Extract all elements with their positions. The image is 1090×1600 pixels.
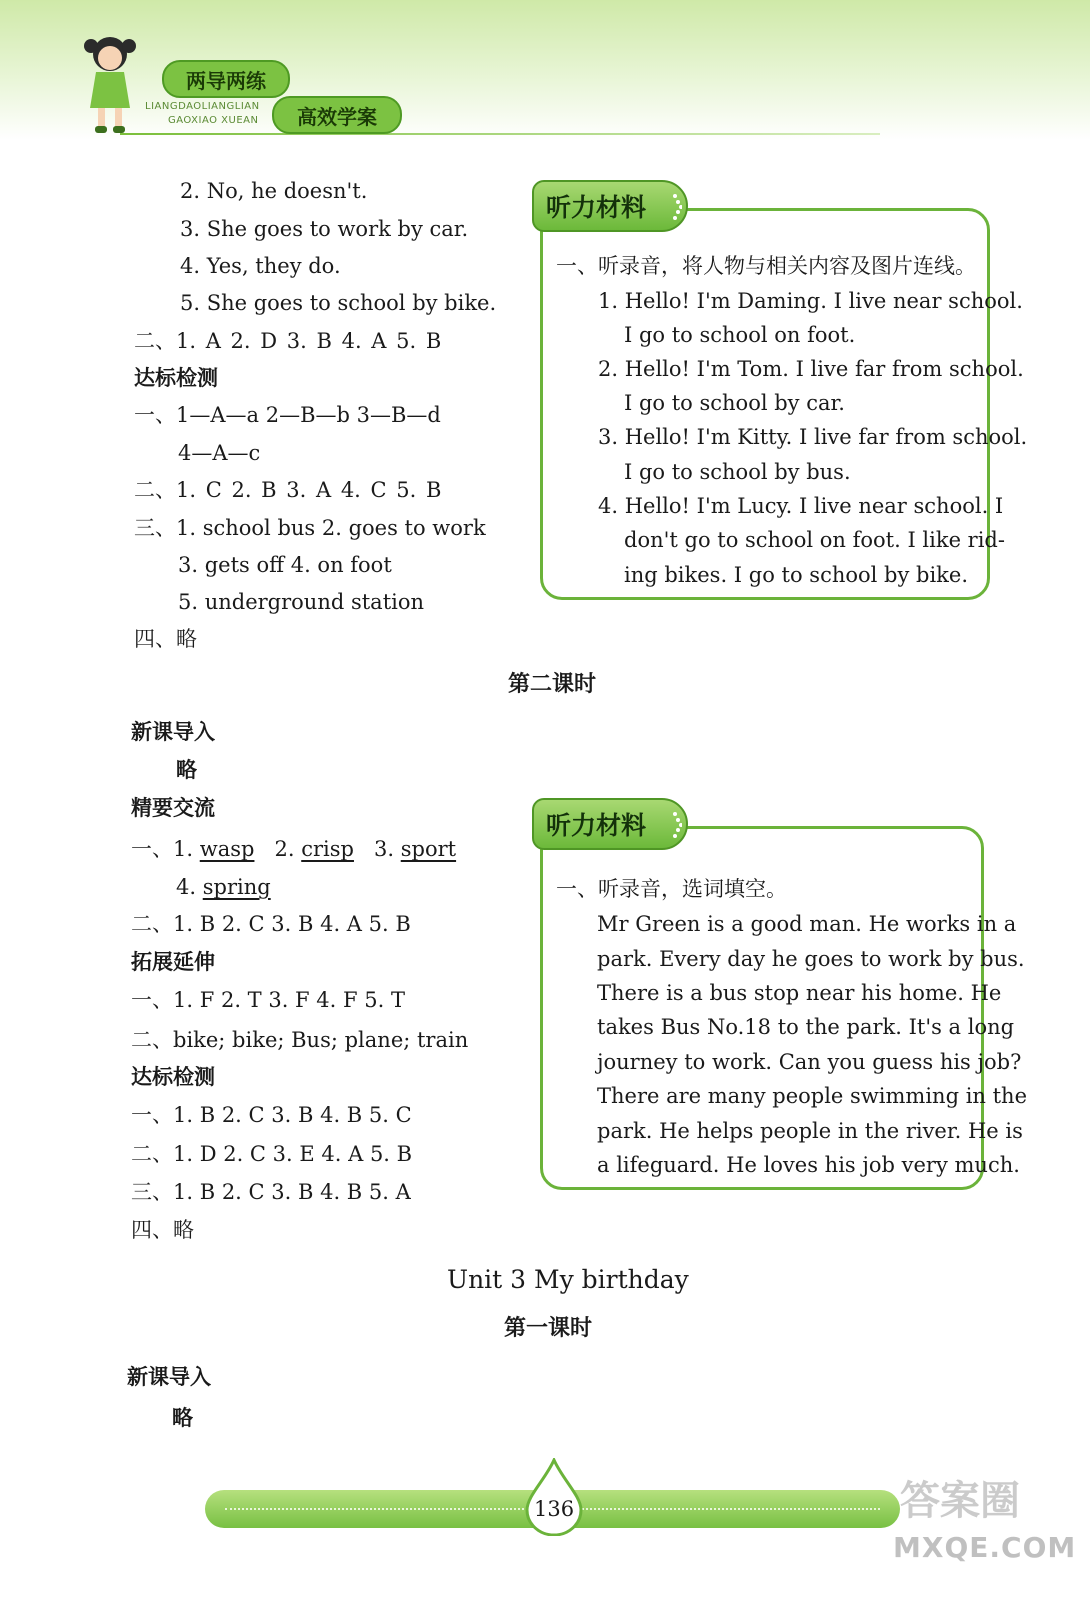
answer-line — [131, 836, 456, 862]
series-pinyin-bottom: GAOXIAO XUEAN — [168, 115, 259, 126]
section-heading: 新课导入 — [131, 720, 215, 744]
listening-line: 4. Hello! I'm Lucy. I live near school. I — [598, 494, 1004, 518]
watermark-logo: 答案圈 — [900, 1478, 1020, 1524]
answer-line: 二、1. D 2. C 3. E 4. A 5. B — [131, 1142, 413, 1166]
unit-title: Unit 3 My birthday — [447, 1265, 689, 1294]
answer-line: 二、1. C 2. B 3. A 4. C 5. B — [134, 478, 442, 502]
series-title-text: 两导两练 — [186, 68, 266, 93]
listening-tag-label: 听力材料 — [546, 811, 647, 840]
section-heading: 精要交流 — [131, 796, 215, 820]
answer-line: 四、略 — [134, 627, 197, 651]
lesson-title: 第一课时 — [504, 1316, 593, 1341]
listening-line: There is a bus stop near his home. He — [597, 981, 1002, 1005]
answer-line — [176, 874, 271, 900]
section-heading: 达标检测 — [131, 1065, 215, 1089]
listening-line: park. Every day he goes to work by bus. — [597, 947, 1025, 971]
series-title-badge — [162, 60, 290, 98]
listening-line: ing bikes. I go to school by bike. — [624, 563, 968, 587]
answer-line: 5. underground station — [178, 590, 425, 614]
underlined-word: wasp — [199, 837, 255, 861]
tag-arrow-dots-icon — [672, 810, 682, 840]
listening-line: journey to work. Can you guess his job? — [597, 1050, 1022, 1074]
listening-line: I go to school by car. — [624, 391, 845, 415]
section-heading: 新课导入 — [127, 1365, 211, 1389]
answer-line: 二、bike; bike; Bus; plane; train — [131, 1028, 469, 1052]
listening-line: 3. Hello! I'm Kitty. I live far from school. — [598, 425, 1028, 449]
listening-line: 1. Hello! I'm Daming. I live near school. — [598, 289, 1023, 313]
listening-tag-1 — [532, 180, 688, 232]
answer-line: 2. No, he doesn't. — [180, 179, 368, 203]
listening-line: 2. Hello! I'm Tom. I live far from school. — [598, 357, 1024, 381]
listening-tag-label: 听力材料 — [546, 193, 647, 222]
answer-line: 4—A—c — [178, 441, 261, 465]
series-subtitle-text: 高效学案 — [297, 104, 377, 129]
listening-line: a lifeguard. He loves his job very much. — [597, 1153, 1020, 1177]
page-number: 136 — [534, 1497, 575, 1521]
listening-line: park. He helps people in the river. He is — [597, 1119, 1023, 1143]
section-heading: 达标检测 — [134, 366, 218, 390]
answer-line: 3. She goes to work by car. — [180, 217, 469, 241]
header-rule — [120, 133, 880, 135]
underlined-word: crisp — [301, 837, 354, 861]
lesson-title: 第二课时 — [508, 672, 597, 697]
answer-line: 一、1. F 2. T 3. F 4. F 5. T — [131, 988, 405, 1012]
answer-prefix: 一、1. — [131, 837, 194, 861]
listening-line: I go to school by bus. — [624, 460, 851, 484]
answer-line: 略 — [172, 1406, 193, 1430]
answer-line: 二、1. B 2. C 3. B 4. A 5. B — [131, 912, 411, 936]
underlined-word: spring — [202, 875, 271, 899]
girl-mascot-icon — [80, 30, 140, 136]
listening-line: takes Bus No.18 to the park. It's a long — [597, 1015, 1015, 1039]
answer-number: 2. — [274, 837, 295, 861]
tag-arrow-dots-icon — [672, 192, 682, 222]
listening-tag-2 — [532, 798, 688, 850]
answer-line: 三、1. school bus 2. goes to work — [134, 516, 486, 540]
answer-number: 4. — [176, 875, 197, 899]
answer-line: 二、1. A 2. D 3. B 4. A 5. B — [134, 329, 442, 353]
answer-line: 三、1. B 2. C 3. B 4. B 5. A — [131, 1180, 411, 1204]
listening-line: don't go to school on foot. I like rid- — [624, 528, 1005, 552]
answer-line: 一、1—A—a 2—B—b 3—B—d — [134, 403, 441, 427]
listening-line: I go to school on foot. — [624, 323, 856, 347]
listening-line: Mr Green is a good man. He works in a — [597, 912, 1017, 936]
answer-line: 3. gets off 4. on foot — [178, 553, 392, 577]
answer-line: 5. She goes to school by bike. — [180, 291, 497, 315]
answer-line: 略 — [176, 758, 197, 782]
answer-line: 4. Yes, they do. — [180, 254, 341, 278]
listening-line: 一、听录音，将人物与相关内容及图片连线。 — [556, 254, 976, 278]
watermark-url: MXQE.COM — [893, 1531, 1077, 1564]
underlined-word: sport — [400, 837, 457, 861]
answer-line: 一、1. B 2. C 3. B 4. B 5. C — [131, 1103, 412, 1127]
series-subtitle-badge — [272, 96, 402, 134]
answer-number: 3. — [374, 837, 395, 861]
section-heading: 拓展延伸 — [131, 950, 215, 974]
answer-line: 四、略 — [131, 1218, 194, 1242]
series-pinyin-top: LIANGDAOLIANGLIAN — [145, 101, 260, 112]
listening-line: 一、听录音，选词填空。 — [556, 877, 787, 901]
listening-line: There are many people swimming in the — [597, 1084, 1027, 1108]
